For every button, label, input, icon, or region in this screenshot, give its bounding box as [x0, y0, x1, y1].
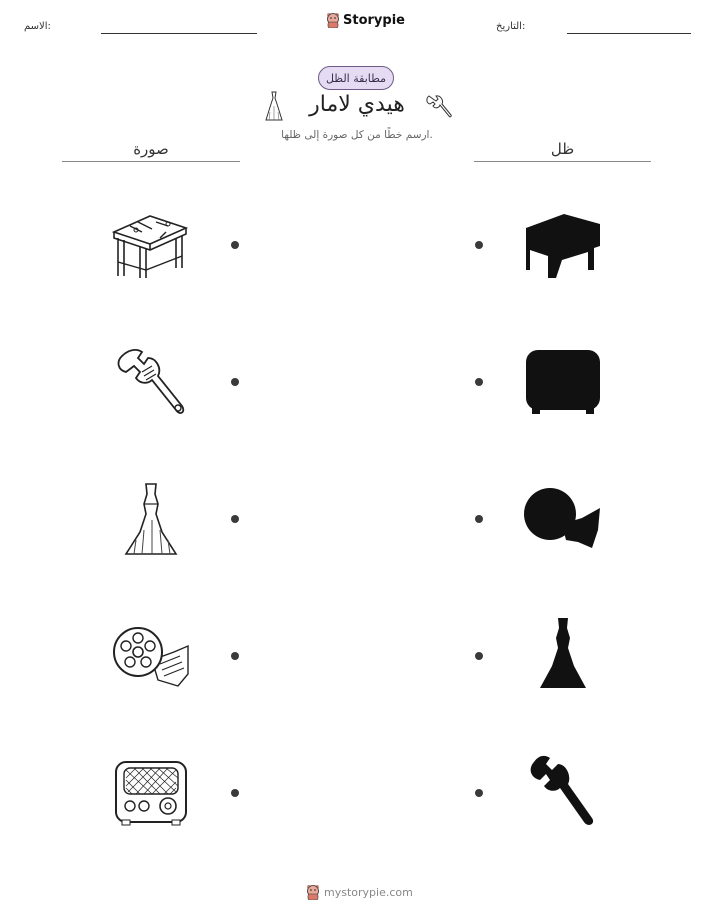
evening-gown-icon: [122, 480, 180, 558]
shadow-dot-4[interactable]: [475, 652, 483, 660]
film-reel-icon: [110, 620, 192, 690]
name-label: الاسم:: [24, 21, 51, 32]
activity-badge: مطابقة الظل: [318, 66, 394, 90]
gown-shadow-icon: [536, 616, 590, 694]
shadow-dot-5[interactable]: [475, 789, 483, 797]
shadow-dot-2[interactable]: [475, 378, 483, 386]
shadows-column-rule: [474, 161, 651, 162]
film-reel-shadow-icon: [522, 484, 604, 552]
date-label: التاريخ:: [496, 21, 526, 32]
footer: [306, 884, 413, 900]
bear-mascot-icon: [326, 12, 340, 28]
footer-site-link[interactable]: mystorypie.com: [324, 885, 413, 899]
workbench-shadow-icon: [522, 208, 604, 280]
picture-dot-4[interactable]: [231, 652, 239, 660]
wrench-title-icon: [424, 92, 454, 122]
pictures-column-header: صورة: [133, 140, 169, 158]
bear-mascot-icon: [306, 884, 320, 900]
picture-dot-3[interactable]: [231, 515, 239, 523]
picture-dot-2[interactable]: [231, 378, 239, 386]
shadow-dot-1[interactable]: [475, 241, 483, 249]
wrench-shadow-icon: [526, 754, 598, 830]
picture-dot-1[interactable]: [231, 241, 239, 249]
pictures-column-rule: [62, 161, 240, 162]
shadow-dot-3[interactable]: [475, 515, 483, 523]
brand-name: Storypie: [343, 12, 405, 28]
instruction-text: ارسم خطًا من كل صورة إلى ظلها.: [281, 129, 433, 141]
radio-shadow-icon: [522, 346, 604, 416]
brand-logo: [326, 12, 405, 28]
shadows-column-header: ظل: [550, 140, 575, 158]
workbench-icon: [110, 210, 190, 282]
name-line: [101, 33, 257, 34]
worksheet-title: هيدي لامار: [309, 92, 405, 117]
vintage-radio-icon: [112, 756, 190, 828]
picture-dot-5[interactable]: [231, 789, 239, 797]
adjustable-wrench-icon: [112, 346, 188, 420]
date-line: [567, 33, 691, 34]
